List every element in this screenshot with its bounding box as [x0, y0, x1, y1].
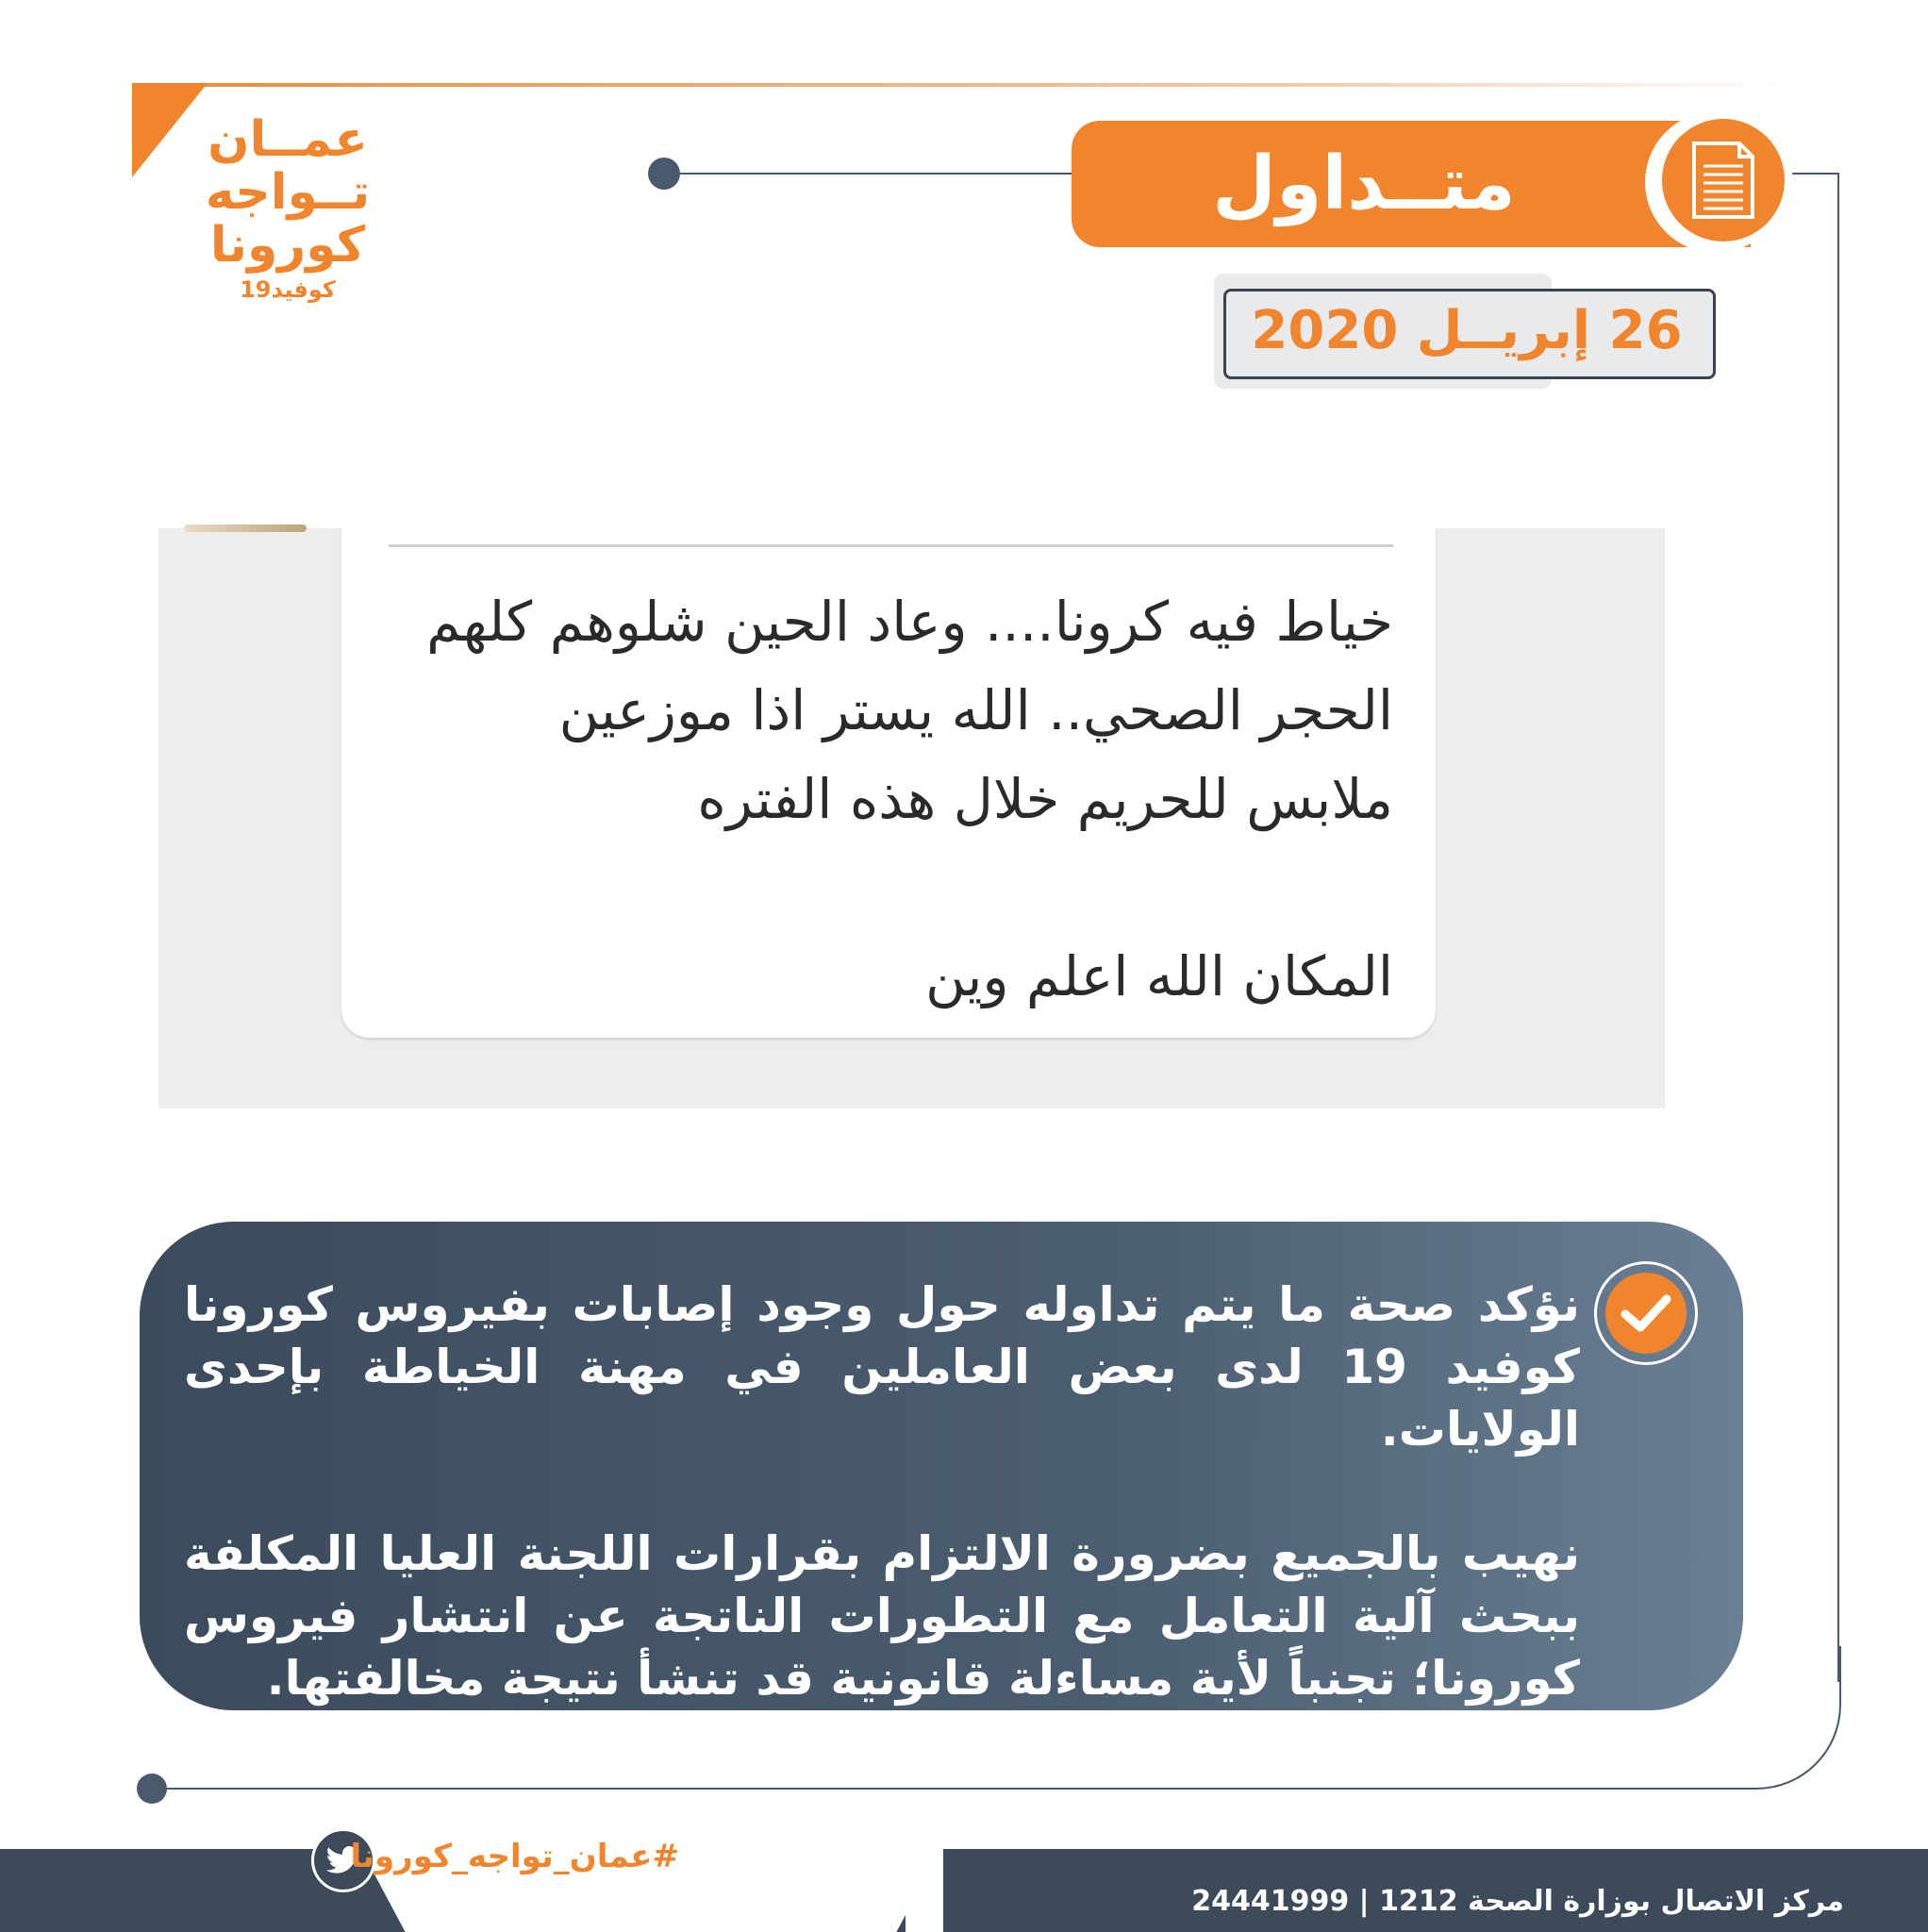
check-icon [1605, 1273, 1687, 1354]
clarification-paragraph-1: نؤكد صحة ما يتم تداوله حول وجود إصابات بفيروس كورونا كوفيد 19 لدى بعض العاملين في مهنة الخياطة بإحدى الولايات. [184, 1277, 1580, 1457]
top-decorative-line [132, 83, 1792, 87]
message-text [389, 577, 1393, 1021]
message-gap [389, 843, 1393, 932]
connector-line-corner [1745, 1646, 1841, 1790]
document-icon [1662, 119, 1785, 242]
logo-line-3: كورونا [209, 217, 366, 274]
connector-line-top [679, 173, 1075, 175]
connector-dot-top [648, 158, 680, 190]
message-line-2: الحجر الصحي.. الله يستر اذا موزعين [558, 678, 1393, 742]
check-icon-ring [1594, 1261, 1698, 1365]
message-line-1: خياط فيه كرونا.... وعاد الحين شلوهم كلهم [426, 590, 1393, 654]
hashtag-link[interactable]: #عمان_تواجه_كورونا [350, 1838, 679, 1875]
screenshot-edge [184, 525, 307, 532]
clarification-text [184, 1274, 1580, 1709]
contact-info: مركز الاتصال بوزارة الصحة 1212 | 24441999 [1191, 1885, 1844, 1918]
bubble-divider [389, 544, 1393, 547]
clarification-paragraph-2: نهيب بالجميع بضرورة الالتزام بقرارات اللجنة العليا المكلفة ببحث آلية التعامل مع التطورات الناتجة عن انتشار فيروس كورونا؛ تجنباً لأية مساءلة قانونية قد تنشأ نتيجة مخالفتها. [184, 1526, 1580, 1706]
logo-line-4: كوفيد19 [240, 276, 336, 303]
connector-line-right-top [1792, 173, 1839, 175]
connector-line-right [1837, 173, 1839, 1682]
connector-line-bottom [151, 1788, 1754, 1790]
connector-dot-bottom [137, 1774, 167, 1804]
message-line-3: ملابس للحريم خلال هذه الفتره [697, 767, 1393, 831]
page-title: متــداول [1212, 142, 1516, 226]
date-label: 26 إبريــل 2020 [1251, 300, 1683, 361]
logo-line-2: تــواجه [205, 164, 371, 221]
message-line-4: المكان الله اعلم وين [925, 944, 1393, 1008]
logo-line-1: عمــان [208, 111, 368, 168]
oman-covid-logo [175, 113, 401, 304]
